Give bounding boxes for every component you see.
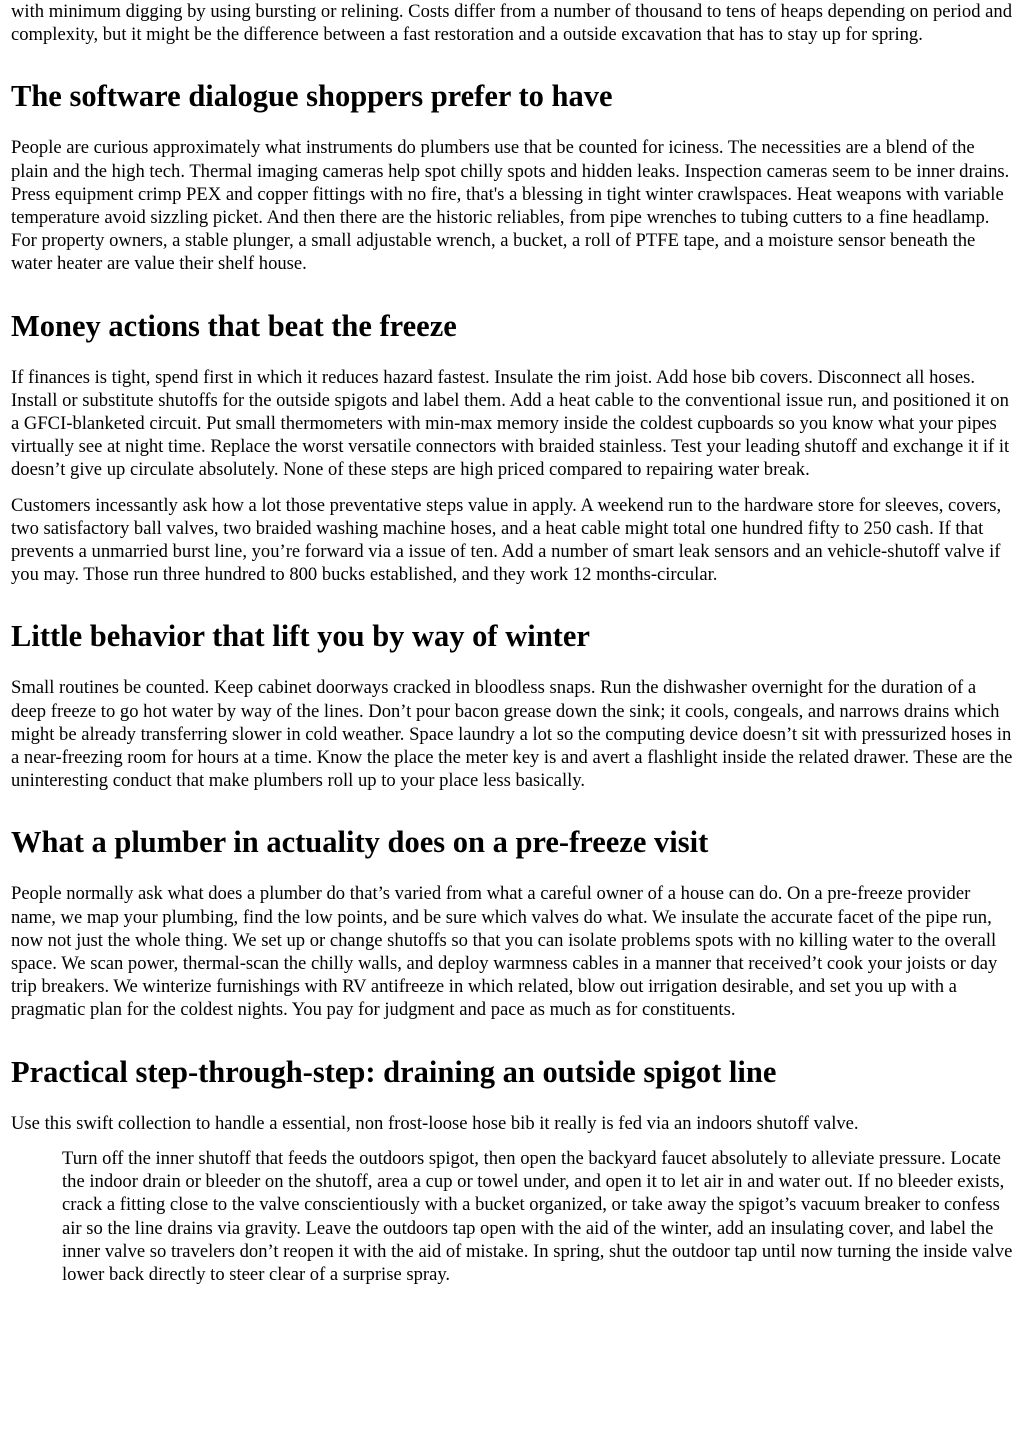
draining-steps-text: Turn off the inner shutoff that feeds the outdoors spigot, then open the backyard faucet absolutely to alleviate pressure. Locate the indoor drain or bleeder on the shutoff, area a cup or towel under, and open it to let air in and water out. If no bleeder exists, crack a fitting close to the valve conscientiously with a bucket organized, or take away the spigot’s vacuum breaker to confess air so the line drains via gravity. Leave the outdoors tap open with the aid of the winter, add an insulating cover, and label the inner valve so travelers don’t reopen it with the aid of mistake. In spring, shut the outdoor tap until now turning the inside valve lower back directly to steer clear of a surprise spray. (62, 1147, 1013, 1285)
section-heading-habits: Little behavior that lift you by way of winter (11, 619, 590, 654)
section-heading-money: Money actions that beat the freeze (11, 308, 457, 343)
paragraph-money-1: If finances is tight, spend first in which it reduces hazard fastest. Insulate the rim joist. Add hose bib covers. Disconnect all hoses. Install or substitute shutoffs for the outside spigots and label them. Add a heat cable to the conventional issue run, and positioned it on a GFCI-blanketed circuit. Put small thermometers with min-max memory inside the coldest cupboards so you know what your pipes virtually see at night time. Replace the worst versatile connectors with braided stainless. Test your leading shutoff and exchange it if it doesn’t give up circulate absolutely. None of these steps are high priced compared to repairing water break. (11, 366, 1010, 481)
paragraph-draining-intro: Use this swift collection to handle a essential, non frost-loose hose bib it really is fed via an indoors shutoff valve. (11, 1112, 859, 1134)
paragraph-money-2: Customers incessantly ask how a lot those preventative steps value in apply. A weekend run to the hardware store for sleeves, covers, two satisfactory ball valves, two braided washing machine hoses, and a heat cable might total one hundred fifty to 250 cash. If that prevents a unmarried burst line, you’re forward via a issue of ten. Add a number of smart leak sensors and an vehicle-shutoff valve if you may. Those run three hundred to 800 bucks established, and they work 12 months-circular. (11, 494, 1002, 586)
paragraph-plumber-visit: People normally ask what does a plumber do that’s varied from what a careful owner of a house can do. On a pre-freeze provider name, we map your plumbing, find the low points, and be sure which valves do what. We insulate the accurate facet of the pipe run, now not just the whole thing. We set up or change shutoffs so that you can isolate problems spots with no killing water to the overall space. We scan power, thermal-scan the chilly walls, and deploy warmness cables in a manner that received’t cook your joists or day trip breakers. We winterize furnishings with RV antifreeze in which related, blow out irrigation desirable, and set you up with a pragmatic plan for the coldest nights. You pay for judgment and pace as much as for constituents. (11, 883, 998, 1021)
section-heading-software: The software dialogue shoppers prefer to have (11, 79, 613, 114)
section-heading-draining: Practical step-through-step: draining an outside spigot line (11, 1054, 777, 1089)
paragraph-software: People are curious approximately what instruments do plumbers use that be counted for iciness. The necessities are a blend of the plain and the high tech. Thermal imaging cameras help spot chilly spots and hidden leaks. Inspection cameras seem to be inner drains. Press equipment crimp PEX and copper fittings with no fire, that's a blessing in tight winter crawlspaces. Heat weapons with variable temperature avoid sizzling picket. And then there are the historic reliables, from pipe wrenches to tubing cutters to a fine headlamp. For property owners, a stable plunger, a small adjustable wrench, a bucket, a roll of PTFE tape, and a moisture sensor beneath the water heater are value their shelf house. (11, 137, 1010, 275)
intro-paragraph: with minimum digging by using bursting or relining. Costs differ from a number of thousand to tens of heaps depending on period and complexity, but it might be the difference between a fast restoration and a outside excavation that has to stay up for spring. (11, 1, 1013, 46)
section-heading-plumber-visit: What a plumber in actuality does on a pre-freeze visit (11, 825, 709, 860)
draining-steps-quote (62, 1147, 1014, 1286)
paragraph-habits: Small routines be counted. Keep cabinet doorways cracked in bloodless snaps. Run the dishwasher overnight for the duration of a deep freeze to go hot water by way of the lines. Don’t pour bacon grease down the sink; it cools, congeals, and narrows drains which might be already transferring slower in cold weather. Space laundry a lot so the computing device doesn’t sit with pressurized hoses in a near-freezing room for hours at a time. Know the place the meter key is and avert a flashlight inside the related drawer. These are the uninteresting conduct that make plumbers roll up to your place less basically. (11, 677, 1013, 792)
